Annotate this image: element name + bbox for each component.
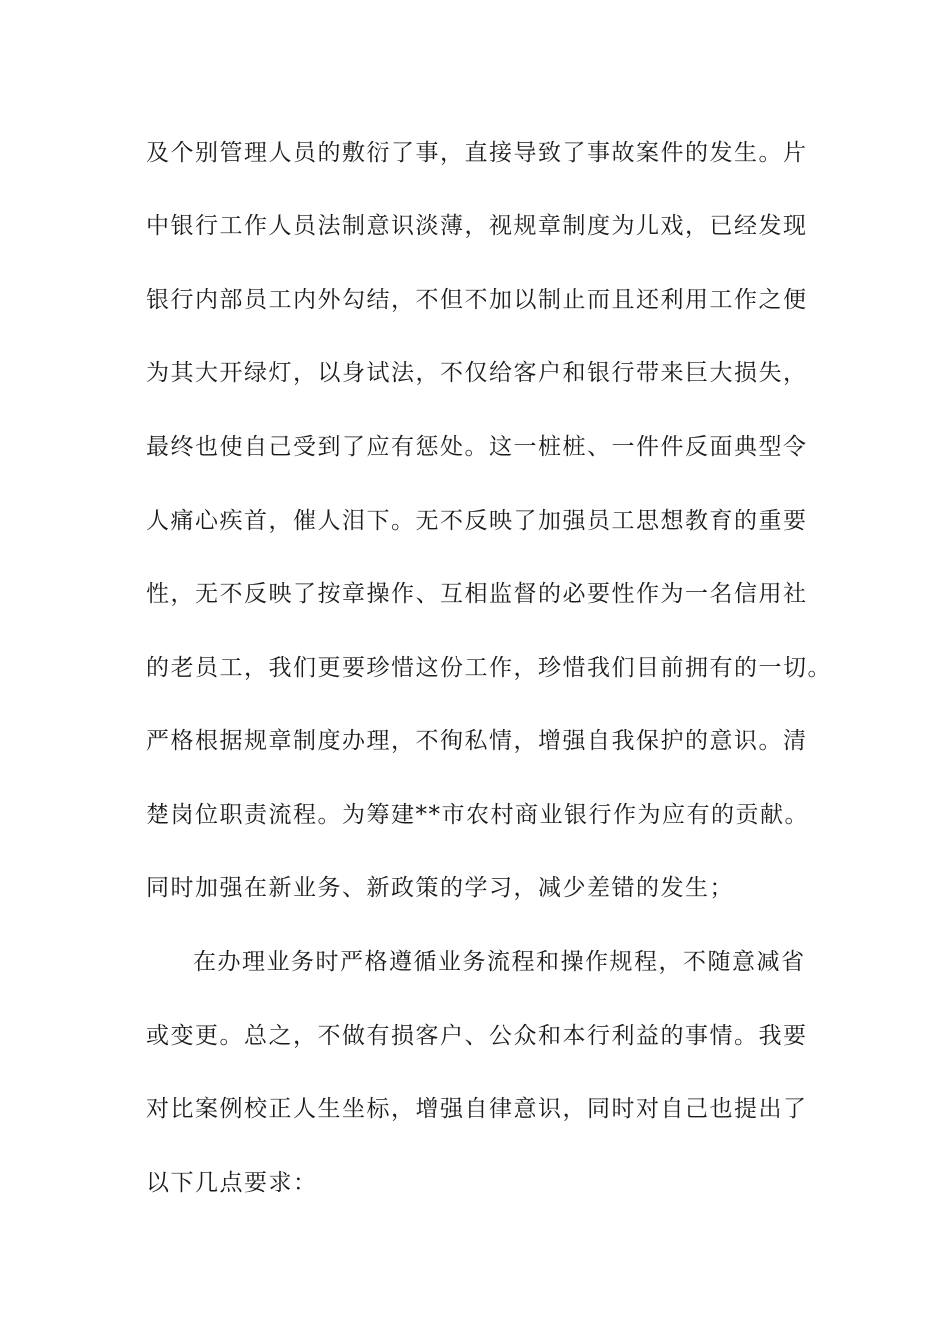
text-line-5: 最终也使自己受到了应有惩处。这一桩桩、一件件反面典型令 — [146, 434, 808, 460]
text-line-14: 对比案例校正人生坐标，增强自律意识，同时对自己也提出了 — [146, 1096, 808, 1122]
text-line-3: 银行内部员工内外勾结，不但不加以制止而且还利用工作之便 — [146, 287, 808, 313]
text-line-6: 人痛心疾首，催人泪下。无不反映了加强员工思想教育的重要 — [146, 508, 808, 534]
text-line-12: 在办理业务时严格遵循业务流程和操作规程，不随意减省 — [193, 949, 806, 975]
text-line-2: 中银行工作人员法制意识淡薄，视规章制度为儿戏，已经发现 — [146, 213, 808, 239]
text-line-9: 严格根据规章制度办理，不徇私情，增强自我保护的意识。清 — [146, 728, 808, 754]
text-line-13: 或变更。总之，不做有损客户、公众和本行利益的事情。我要 — [146, 1023, 808, 1049]
text-line-8: 的老员工，我们更要珍惜这份工作，珍惜我们目前拥有的一切。 — [146, 655, 832, 681]
text-line-11: 同时加强在新业务、新政策的学习，减少差错的发生； — [146, 875, 734, 901]
text-line-4: 为其大开绿灯，以身试法，不仅给客户和银行带来巨大损失， — [146, 360, 808, 386]
text-line-1: 及个别管理人员的敷衍了事，直接导致了事故案件的发生。片 — [146, 140, 808, 166]
text-line-10: 楚岗位职责流程。为筹建**市农村商业银行作为应有的贡献。 — [146, 802, 809, 828]
text-line-7: 性，无不反映了按章操作、互相监督的必要性作为一名信用社 — [146, 581, 808, 607]
text-line-15: 以下几点要求： — [146, 1170, 318, 1196]
